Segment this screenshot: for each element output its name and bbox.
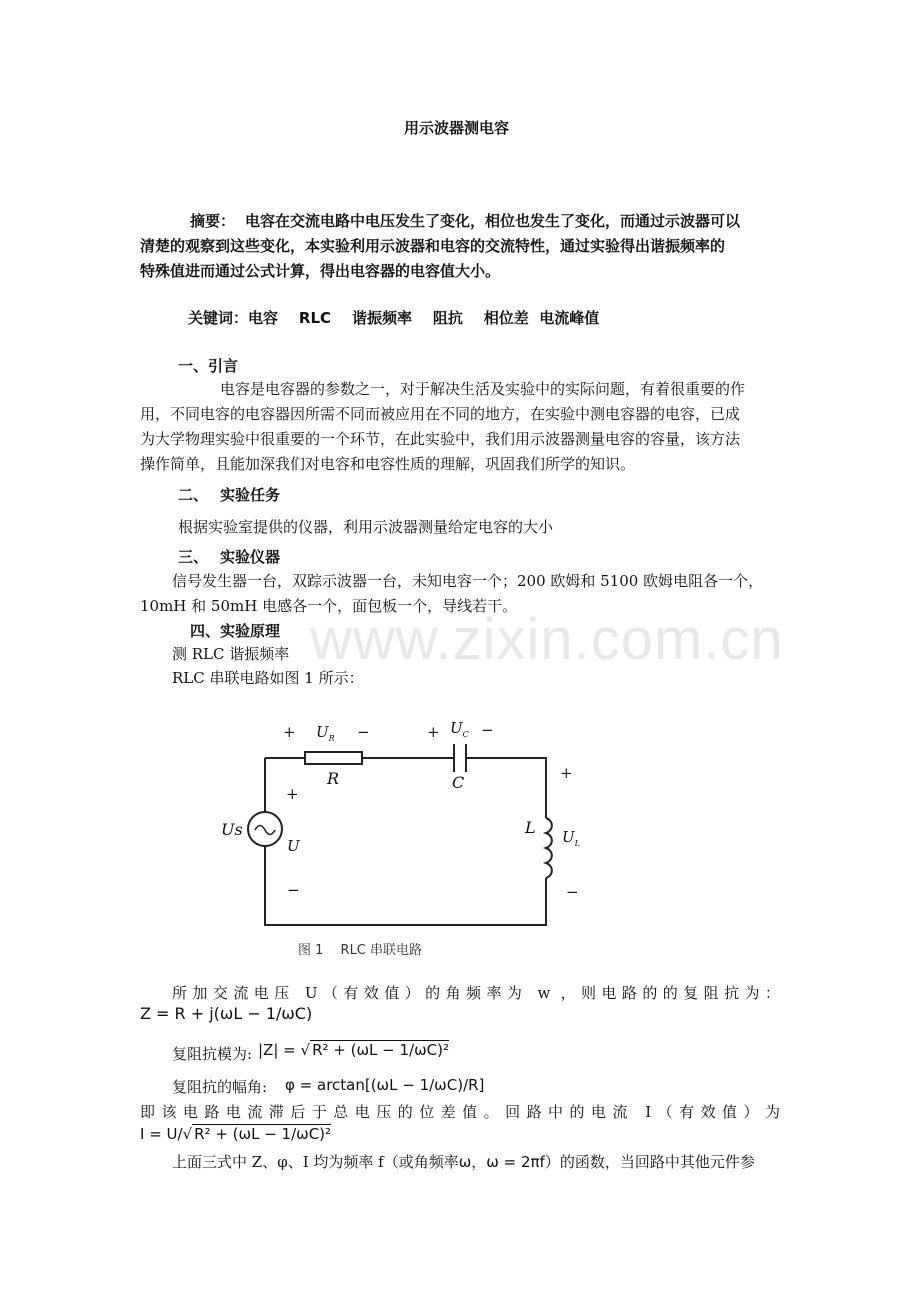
- watermark: www.zixin.com.cn: [310, 607, 784, 672]
- section-1-line-2: 用，不同电容的电容器因所需不同而被应用在不同的地方，在实验中测电容器的电容，已成: [140, 405, 741, 423]
- inductor-symbol: [546, 818, 552, 878]
- section-2-heading: 实验任务: [220, 486, 281, 504]
- ul-minus: −: [566, 883, 579, 901]
- section-3-line-2: 10mH 和 50mH 电感各一个，面包板一个，导线若干。: [140, 597, 518, 615]
- ul-plus: +: [560, 764, 573, 782]
- section-4-heading: 四、实验原理: [190, 622, 281, 640]
- abstract-line-2: 清楚的观察到这些变化，本实验利用示波器和电容的交流特性，通过实验得出谐振频率的: [140, 237, 726, 255]
- source-minus: −: [287, 881, 300, 899]
- source-plus: +: [286, 785, 299, 803]
- sine-wave-icon: [255, 826, 275, 835]
- uc-minus: −: [481, 721, 494, 739]
- keyword-item: 谐振频率: [351, 309, 412, 327]
- keyword-item: RLC: [298, 309, 332, 327]
- resistor-symbol: [305, 752, 362, 764]
- section-1-heading: 一、引言: [178, 357, 239, 375]
- section-4-line-1: 测 RLC 谐振频率: [172, 645, 290, 663]
- page-title: 用示波器测电容: [404, 119, 510, 137]
- paragraph-impedance-intro: 所加交流电压 U（有效值）的角频率为 w ，则电路的的复阻抗为：: [172, 984, 780, 1002]
- section-3-number: 三、: [178, 548, 209, 566]
- section-1-line-3: 为大学物理实验中很重要的一个环节，在此实验中，我们用示波器测量电容的容量，该方法: [140, 430, 741, 448]
- keyword-item: 阻抗: [432, 309, 463, 327]
- paragraph-frequency-functions: 上面三式中 Z、φ、I 均为频率 f（或角频率ω，ω = 2πf）的函数，当回路中其他元件参: [172, 1153, 755, 1171]
- resistor-label: R: [327, 769, 340, 788]
- section-1-line-4: 操作简单，且能加深我们对电容和电容性质的理解，巩固我们所学的知识。: [140, 455, 636, 473]
- keywords: [188, 308, 599, 328]
- section-4-line-2: RLC 串联电路如图 1 所示：: [172, 669, 364, 687]
- source-label: Us: [221, 820, 243, 839]
- ur-label: $U_R$: [316, 723, 335, 743]
- keyword-item: 电流峰值: [539, 309, 600, 327]
- figure-caption: 图 1 RLC 串联电路: [298, 943, 423, 958]
- capacitor-label: C: [452, 773, 465, 792]
- formula-current: I = U/√ R² + (ωL − 1/ωC)²: [140, 1125, 332, 1143]
- ur-plus: +: [283, 723, 296, 741]
- circuit-wire: [265, 846, 546, 925]
- formula-phase-angle: φ = arctan[(ωL − 1/ωC)/R]: [285, 1076, 485, 1094]
- abstract-line-3: 特殊值进而通过公式计算，得出电容器的电容值大小。: [140, 262, 501, 280]
- source-voltage-label: U: [287, 837, 300, 855]
- keyword-item: 电容: [248, 309, 279, 327]
- section-3-heading: 实验仪器: [220, 548, 281, 566]
- keywords-label: 关键词：: [188, 309, 249, 327]
- section-3-line-1: 信号发生器一台，双踪示波器一台，未知电容一个；200 欧姆和 5100 欧姆电阻各一个，: [172, 572, 764, 590]
- impedance-modulus-label: 复阻抗模为:: [172, 1045, 253, 1063]
- section-2-line-1: 根据实验室提供的仪器，利用示波器测量给定电容的大小: [178, 518, 554, 536]
- impedance-angle-label: 复阻抗的幅角:: [172, 1078, 268, 1096]
- circuit-wire: [466, 758, 546, 818]
- uc-label: $U_C$: [450, 719, 469, 739]
- formula-impedance-modulus: |Z| = √ R² + (ωL − 1/ωC)²: [258, 1041, 449, 1059]
- ul-label: $U_L$: [562, 828, 580, 848]
- ur-minus: −: [357, 723, 370, 741]
- inductor-label: L: [525, 818, 536, 837]
- abstract-line-1: 电容在交流电路中电压发生了变化，相位也发生了变化，而通过示波器可以: [245, 212, 741, 230]
- abstract-label: 摘要：: [190, 212, 236, 230]
- section-1-line-1: 电容是电容器的参数之一，对于解决生活及实验中的实际问题，有着很重要的作: [220, 380, 746, 398]
- paragraph-current: 即该电路电流滞后于总电压的位差值。回路中的电流 I（有效值）为: [140, 1103, 780, 1121]
- keyword-item: 相位差: [483, 309, 529, 327]
- formula-impedance: Z = R + j(ωL − 1/ωC): [140, 1004, 313, 1023]
- ac-source-symbol: [248, 812, 282, 846]
- section-2-number: 二、: [178, 486, 209, 504]
- uc-plus: +: [427, 723, 440, 741]
